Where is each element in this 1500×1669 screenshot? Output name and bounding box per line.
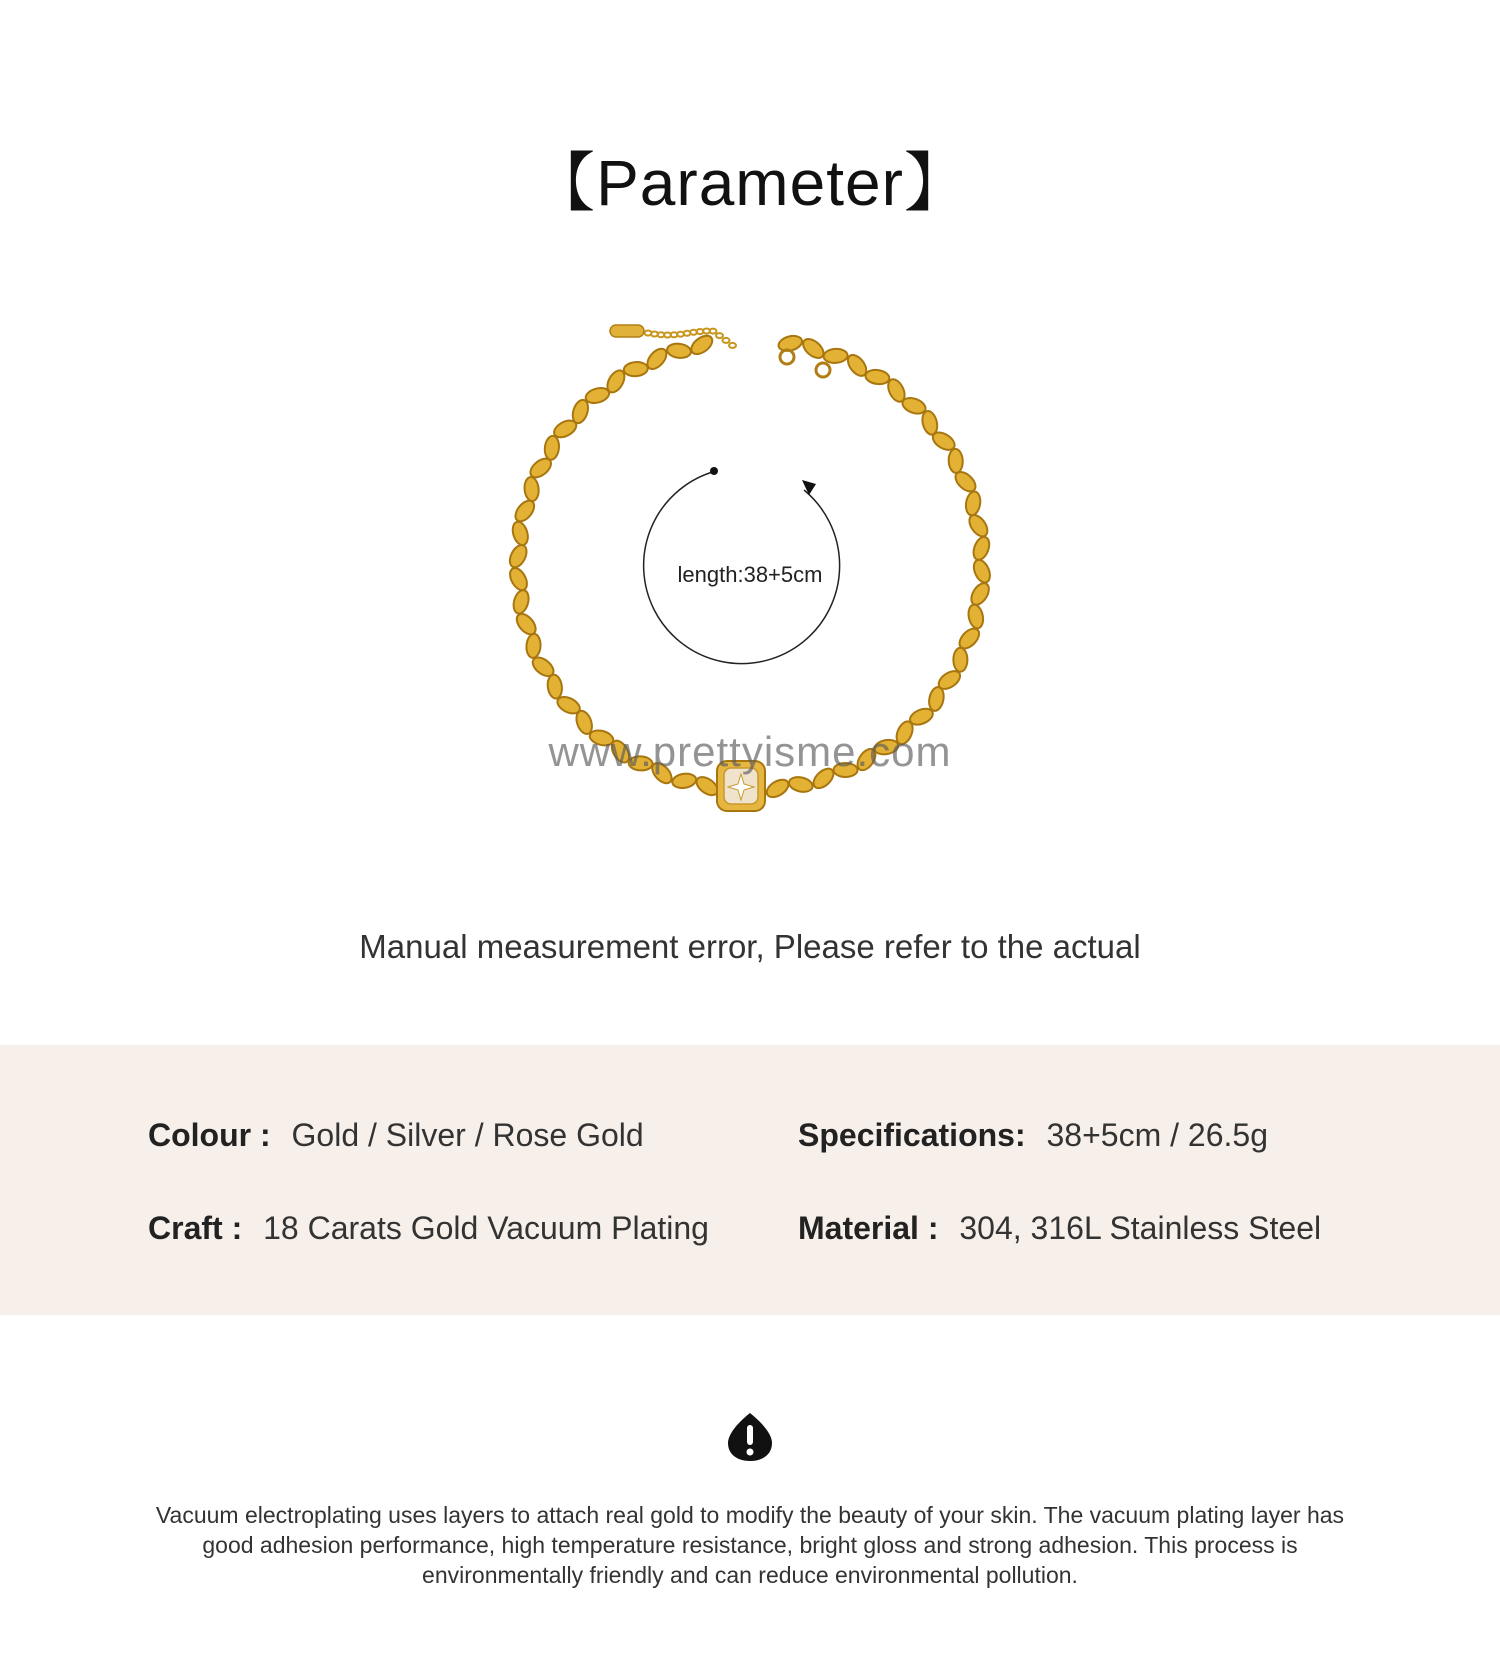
- spec-colour-label: Colour :: [148, 1117, 271, 1153]
- spec-material-value: 304, 316L Stainless Steel: [959, 1210, 1322, 1246]
- watermark: www.prettyisme.com: [548, 728, 952, 775]
- spec-specifications-value: 38+5cm / 26.5g: [1046, 1117, 1268, 1153]
- spec-material: [798, 1210, 1321, 1247]
- spec-material-label: Material :: [798, 1210, 939, 1246]
- spec-band: [0, 1045, 1500, 1315]
- measurement-note: Manual measurement error, Please refer to the actual: [359, 928, 1141, 965]
- length-label: length:38+5cm: [677, 562, 823, 587]
- spec-craft-value: 18 Carats Gold Vacuum Plating: [263, 1210, 709, 1246]
- spec-colour: [148, 1117, 644, 1154]
- spec-specifications-label: Specifications:: [798, 1117, 1026, 1153]
- spec-colour-value: Gold / Silver / Rose Gold: [291, 1117, 644, 1153]
- page-title: 【Parameter】: [531, 147, 969, 219]
- spec-craft: [148, 1210, 709, 1247]
- plating-description: Vacuum electroplating uses layers to attach real gold to modify the beauty of your skin. The vacuum plating layer has good adhesion performance, high temperature resistance, bright gloss and strong adhesion. This process is environmentally friendly and can reduce environmental pollution.: [155, 1502, 1345, 1588]
- exclamation-icon: [726, 1411, 774, 1463]
- spec-craft-label: Craft :: [148, 1210, 243, 1246]
- spec-specifications: [798, 1117, 1268, 1154]
